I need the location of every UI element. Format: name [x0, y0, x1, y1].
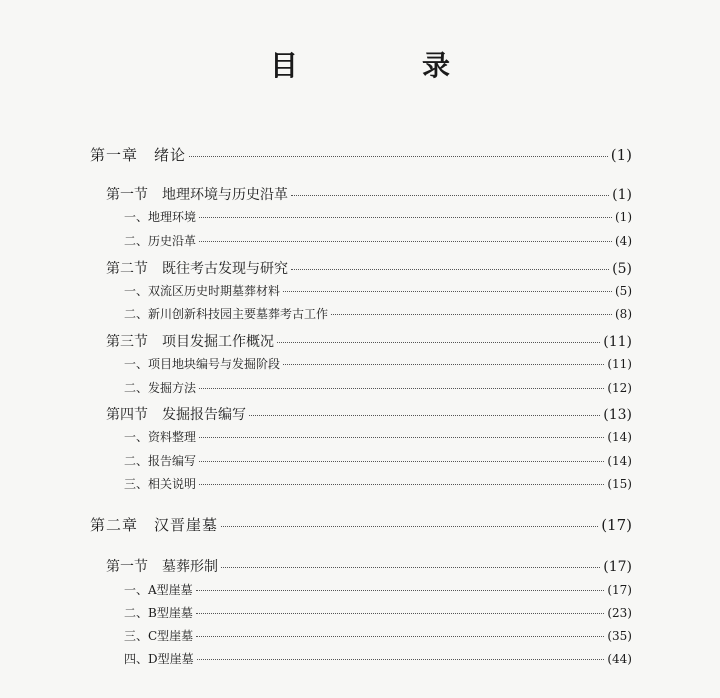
toc-entry-item	[124, 208, 632, 225]
toc-entry-item	[124, 355, 632, 372]
toc-entry-page-number: (17)	[603, 559, 632, 575]
toc-entry-label: 二、报告编写	[124, 454, 197, 468]
toc-entry-page-number: (23)	[607, 606, 632, 620]
dot-leader	[197, 658, 605, 660]
toc-entry-page-number: (1)	[610, 146, 632, 164]
toc-entry-section	[106, 184, 632, 204]
toc-entry-page-number: (11)	[603, 334, 632, 350]
page-title: 目 录	[269, 49, 498, 82]
toc-entry-section	[106, 331, 632, 351]
toc-entry-page-number: (44)	[607, 652, 632, 666]
dot-leader	[291, 194, 609, 196]
toc-entry-label: 三、C型崖墓	[124, 629, 194, 643]
toc-entry-page-number: (14)	[607, 454, 632, 468]
toc-entry-label: 二、发掘方法	[124, 381, 197, 395]
toc-entry-item	[124, 604, 632, 621]
dot-leader	[196, 612, 605, 614]
dot-leader	[199, 460, 604, 462]
dot-leader	[199, 216, 612, 218]
toc-entry-page-number: (1)	[612, 187, 632, 203]
toc-entry-chapter	[90, 514, 632, 535]
toc-entry-label: 第四节 发掘报告编写	[106, 407, 246, 423]
toc-entry-label: 四、D型崖墓	[124, 652, 194, 666]
toc-entry-item	[124, 627, 632, 644]
dot-leader	[199, 436, 604, 438]
toc-entry-item	[124, 232, 632, 249]
dot-leader	[331, 313, 612, 315]
toc-entry-label: 第二节 既往考古发现与研究	[106, 261, 288, 277]
dot-leader	[196, 589, 605, 591]
toc-entry-label: 三、相关说明	[124, 477, 197, 491]
toc-entry-item	[124, 581, 632, 598]
toc-entry-page-number: (17)	[607, 583, 632, 597]
toc-entry-page-number: (13)	[603, 407, 632, 423]
toc-entry-page-number: (17)	[601, 516, 632, 534]
dot-leader	[196, 635, 604, 637]
toc-entry-section	[106, 258, 632, 278]
toc-entry-item	[124, 428, 632, 445]
dot-leader	[199, 240, 612, 242]
dot-leader	[199, 483, 604, 485]
dot-leader	[189, 155, 608, 157]
toc-entry-label: 一、双流区历史时期墓葬材料	[124, 284, 281, 298]
dot-leader	[283, 363, 604, 365]
toc-entry-item	[124, 305, 632, 322]
toc-entry-page-number: (1)	[615, 210, 632, 224]
toc-entry-label: 二、新川创新科技园主要墓葬考古工作	[124, 307, 329, 321]
dot-leader	[221, 525, 598, 527]
toc-entry-label: 第二章 汉晋崖墓	[90, 516, 219, 534]
toc-entry-item	[124, 475, 632, 492]
dot-leader	[277, 341, 600, 343]
toc-entry-label: 一、项目地块编号与发掘阶段	[124, 357, 281, 371]
toc-entry-chapter	[90, 144, 632, 165]
toc-entry-page-number: (8)	[615, 307, 632, 321]
toc-entry-label: 第一节 墓葬形制	[106, 559, 218, 575]
toc-entry-label: 一、资料整理	[124, 430, 197, 444]
toc-entry-section	[106, 556, 632, 576]
toc-entry-page-number: (14)	[607, 430, 632, 444]
toc-entry-label: 二、B型崖墓	[124, 606, 193, 620]
toc-entry-label: 二、历史沿革	[124, 234, 197, 248]
toc-entry-page-number: (35)	[607, 629, 632, 643]
toc-entry-page-number: (11)	[607, 357, 632, 371]
toc-entry-page-number: (5)	[615, 284, 632, 298]
toc-entry-item	[124, 282, 632, 299]
dot-leader	[249, 414, 600, 416]
toc-entry-item	[124, 379, 632, 396]
toc-entry-label: 第一节 地理环境与历史沿革	[106, 187, 288, 203]
toc-entry-label: 一、A型崖墓	[124, 583, 193, 597]
toc-entry-item	[124, 452, 632, 469]
toc-entry-page-number: (5)	[612, 261, 632, 277]
toc-entry-page-number: (12)	[607, 381, 632, 395]
dot-leader	[291, 268, 609, 270]
toc-entry-label: 第一章 绪论	[90, 146, 187, 164]
toc-entry-page-number: (4)	[615, 234, 632, 248]
toc-entry-label: 一、地理环境	[124, 210, 197, 224]
dot-leader	[199, 387, 604, 389]
toc-entry-item	[124, 650, 632, 667]
toc-entry-page-number: (15)	[607, 477, 632, 491]
dot-leader	[283, 290, 612, 292]
dot-leader	[221, 566, 600, 568]
toc-entry-section	[106, 404, 632, 424]
toc-entry-label: 第三节 项目发掘工作概况	[106, 334, 274, 350]
